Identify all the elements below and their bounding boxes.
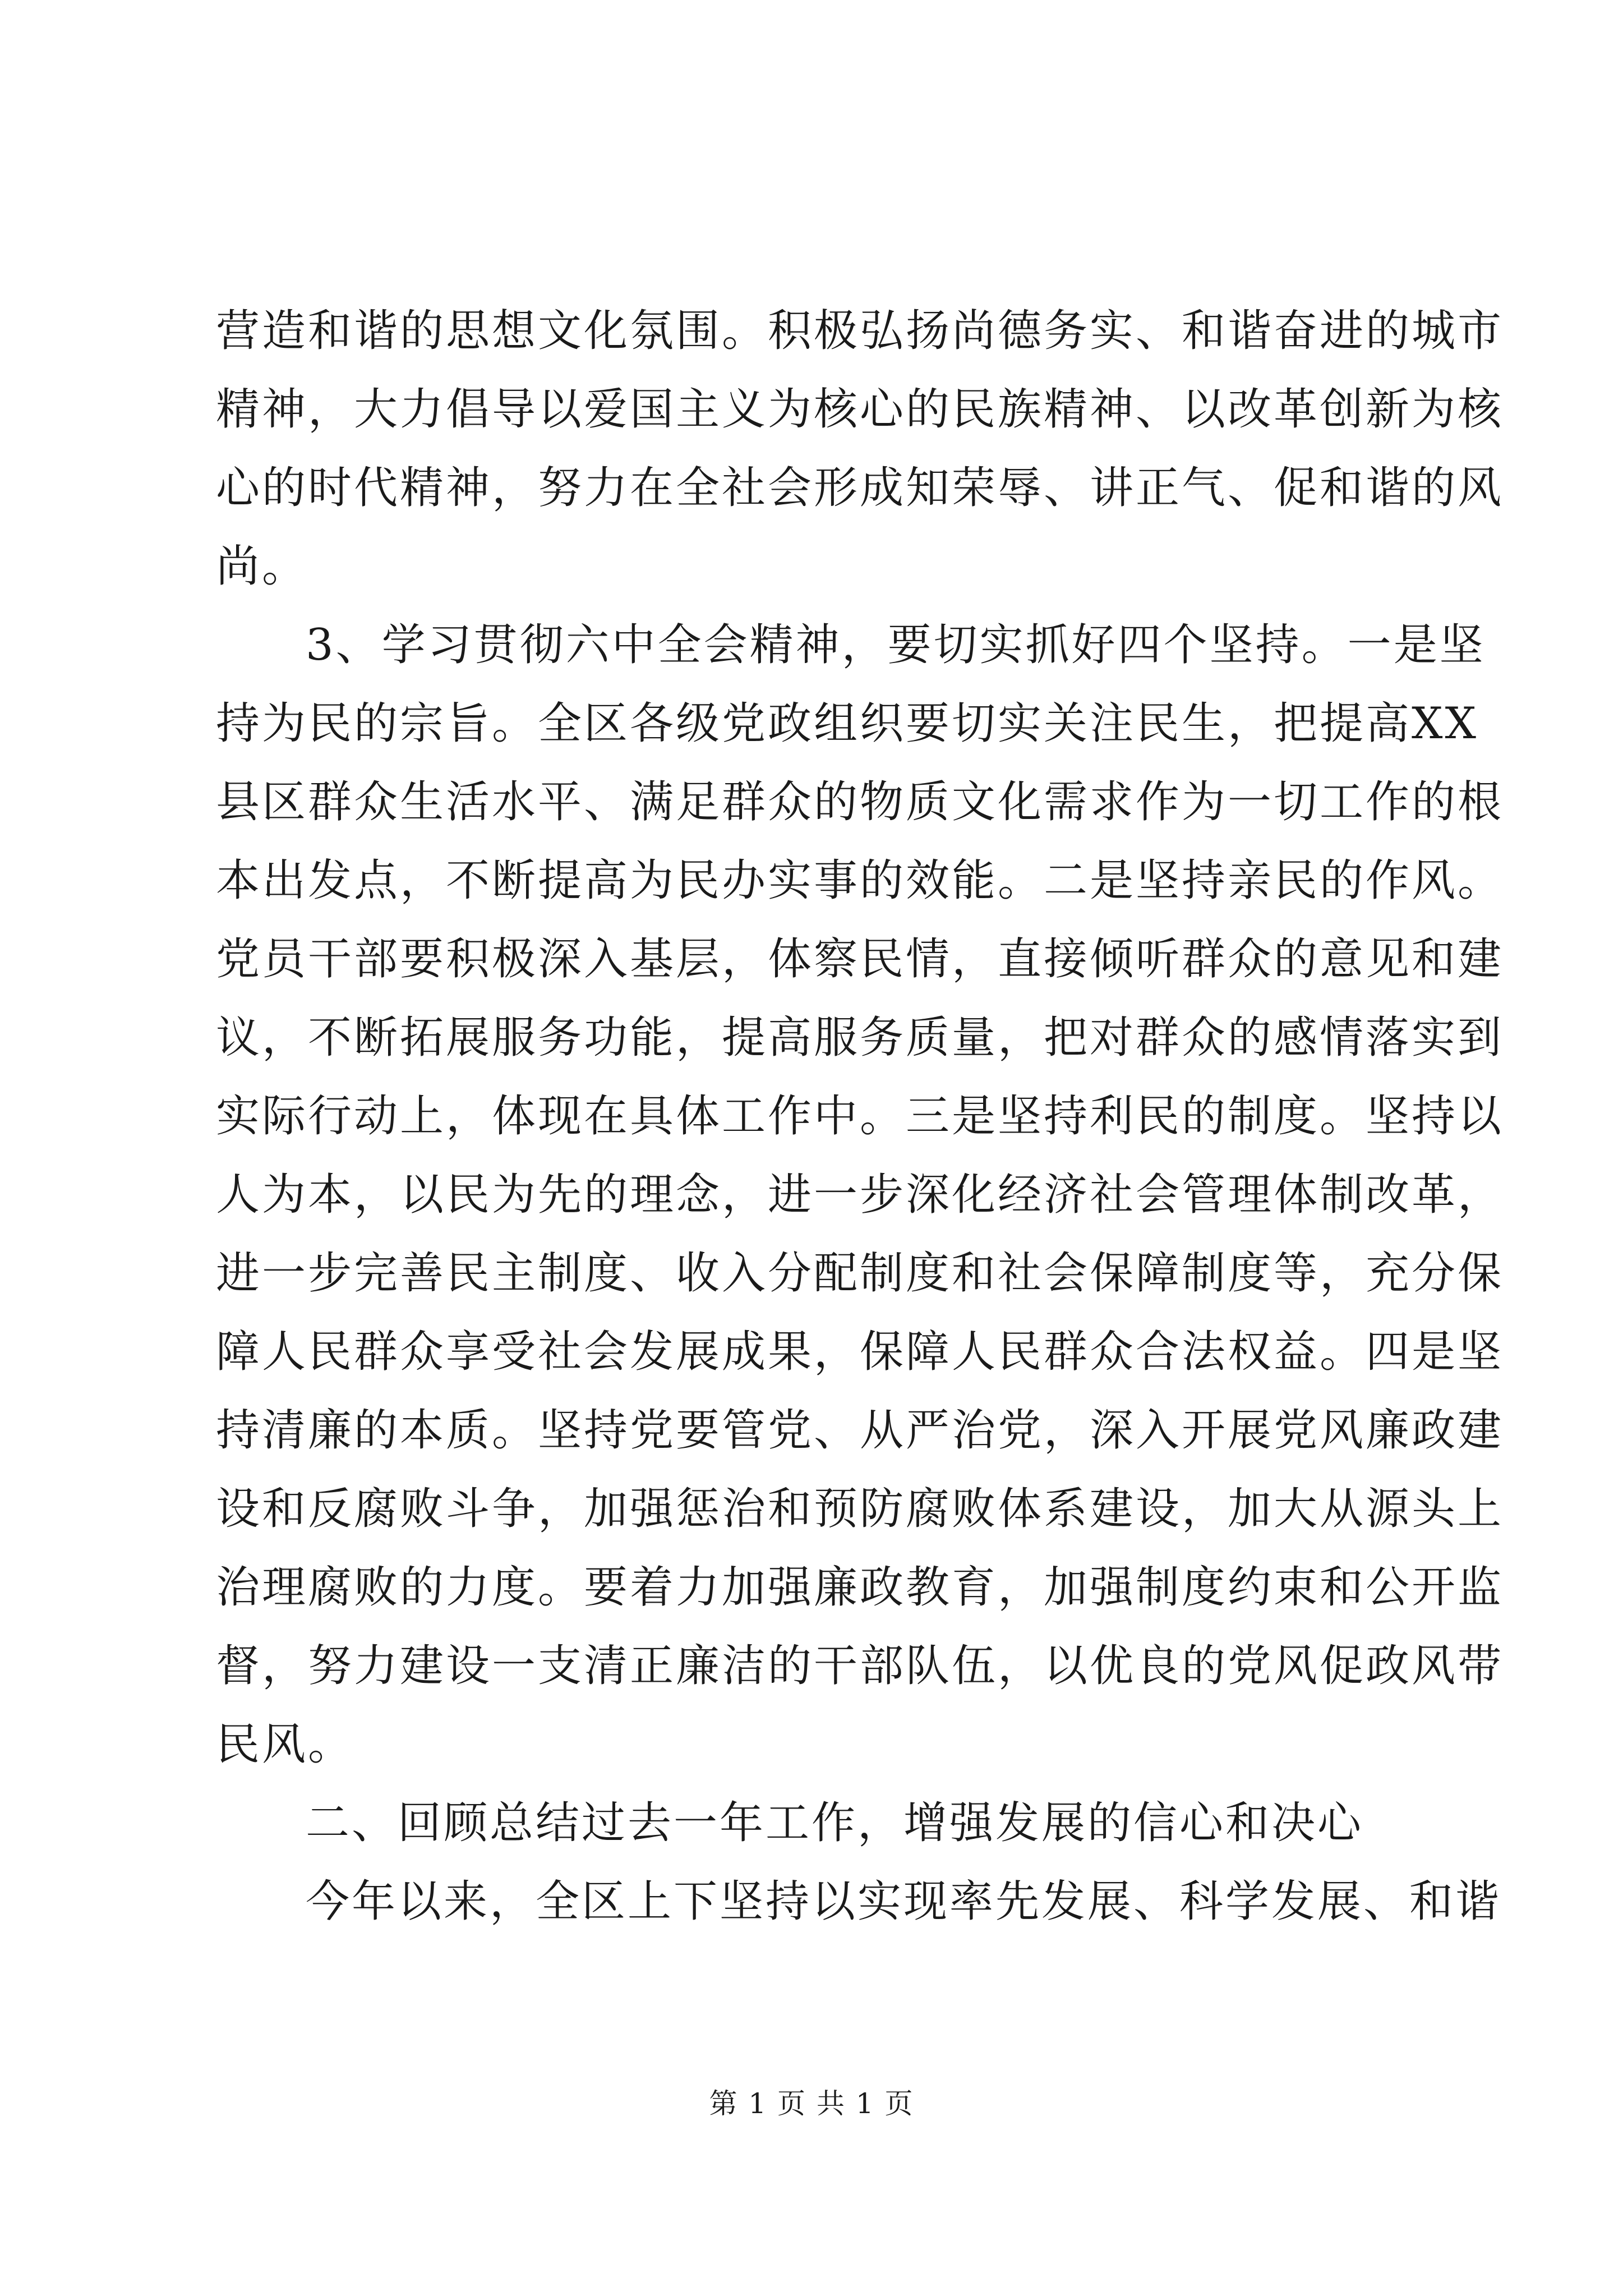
text-line: 持为民的宗旨。全区各级党政组织要切实关注民生，把提高XX <box>216 698 1479 749</box>
text-line: 议，不断拓展服务功能，提高服务质量，把对群众的感情落实到 <box>216 1013 1504 1063</box>
text-line: 人为本，以民为先的理念，进一步深化经济社会管理体制改革， <box>216 1170 1504 1220</box>
paragraph-start-line: 今年以来，全区上下坚持以实现率先发展、科学发展、和谐 <box>306 1876 1502 1927</box>
text-line: 党员干部要积极深入基层，体察民情，直接倾听群众的意见和建 <box>216 934 1504 984</box>
text-line: 设和反腐败斗争，加强惩治和预防腐败体系建设，加大从源头上 <box>216 1484 1504 1534</box>
text-line: 督，努力建设一支清正廉洁的干部队伍，以优良的党风促政风带 <box>216 1641 1504 1691</box>
text-line: 实际行动上，体现在具体工作中。三是坚持利民的制度。坚持以 <box>216 1091 1504 1142</box>
paragraph-start-line: 3、学习贯彻六中全会精神，要切实抓好四个坚持。一是坚 <box>306 620 1486 670</box>
text-line: 县区群众生活水平、满足群众的物质文化需求作为一切工作的根 <box>216 777 1504 827</box>
text-line: 持清廉的本质。坚持党要管党、从严治党，深入开展党风廉政建 <box>216 1405 1504 1456</box>
text-line: 进一步完善民主制度、收入分配制度和社会保障制度等，充分保 <box>216 1248 1504 1299</box>
section-heading: 二、回顾总结过去一年工作，增强发展的信心和决心 <box>306 1798 1364 1848</box>
text-line: 障人民群众享受社会发展成果，保障人民群众合法权益。四是坚 <box>216 1327 1504 1377</box>
text-line: 营造和谐的思想文化氛围。积极弘扬尚德务实、和谐奋进的城市 <box>216 306 1504 356</box>
text-line: 治理腐败的力度。要着力加强廉政教育，加强制度约束和公开监 <box>216 1562 1504 1613</box>
page-number-footer: 第 1 页 共 1 页 <box>709 2087 914 2120</box>
text-line: 精神，大力倡导以爱国主义为核心的民族精神、以改革创新为核 <box>216 384 1504 435</box>
text-line: 心的时代精神，努力在全社会形成知荣辱、讲正气、促和谐的风 <box>216 463 1504 513</box>
text-line: 本出发点，不断提高为民办实事的效能。二是坚持亲民的作风。 <box>216 855 1504 906</box>
text-line: 民风。 <box>216 1719 354 1770</box>
text-line: 尚。 <box>216 541 308 592</box>
